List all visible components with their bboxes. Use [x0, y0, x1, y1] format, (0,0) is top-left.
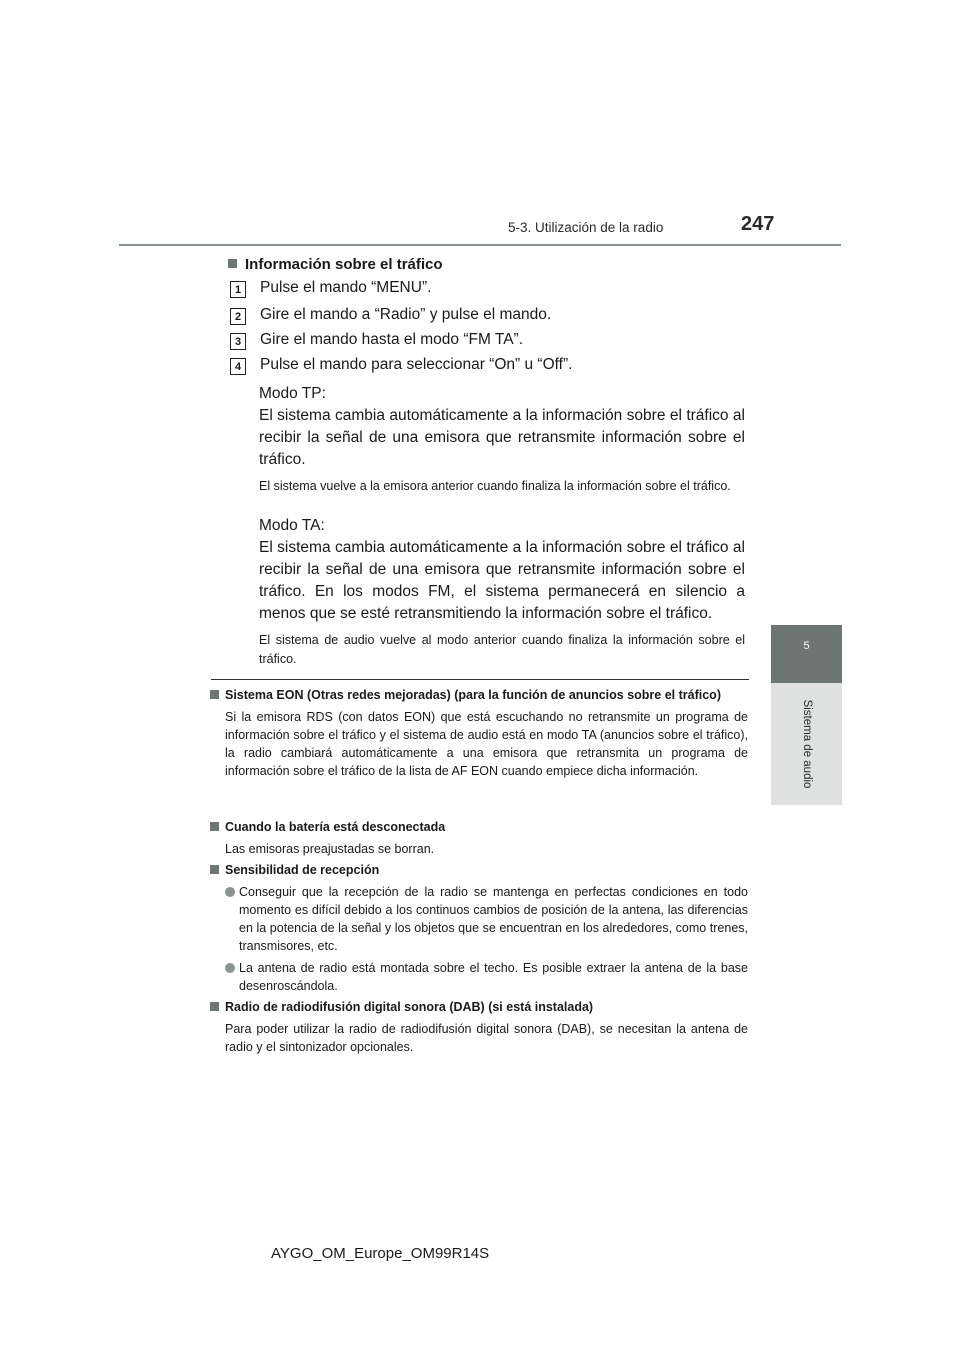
note-title-text: Sensibilidad de recepción: [225, 863, 380, 877]
square-bullet-icon: [210, 690, 219, 699]
mode-title: Modo TA:: [259, 517, 325, 534]
step-number-badge: 2: [230, 308, 246, 325]
circle-bullet-icon: [225, 963, 235, 973]
note-body: Para poder utilizar la radio de radiodifusión digital sonora (DAB), se necesitan la antena de radio y el sintonizador opcionales.: [225, 1022, 748, 1054]
note-reception: [210, 861, 748, 995]
chapter-tab: [771, 625, 842, 683]
note-dab: [210, 998, 748, 1056]
note-bullet: [225, 883, 748, 955]
circle-bullet-icon: [225, 887, 235, 897]
section-title: 5-3. Utilización de la radio: [508, 220, 664, 235]
square-bullet-icon: [210, 1002, 219, 1011]
note-title-text: Radio de radiodifusión digital sonora (DAB) (si está instalada): [225, 1000, 594, 1014]
note-battery: [210, 818, 748, 858]
note-bullet: [225, 959, 748, 995]
section-heading: [228, 256, 443, 273]
note-title: [210, 686, 748, 704]
chapter-label-wrap: [771, 683, 842, 805]
mode-description: El sistema cambia automáticamente a la información sobre el tráfico al recibir la señal de una emisora que retransmite información sobre el tráfico.: [259, 407, 745, 468]
mode-note: El sistema de audio vuelve al modo anterior cuando finaliza la información sobre el tráfico.: [259, 633, 745, 666]
note-title-text: Sistema EON (Otras redes mejoradas) (para la función de anuncios sobre el tráfico): [225, 688, 721, 702]
note-eon: [210, 686, 748, 780]
note-title: [210, 861, 748, 879]
square-bullet-icon: [210, 822, 219, 831]
step-number-badge: 1: [230, 281, 246, 298]
square-bullet-icon: [210, 865, 219, 874]
page-number: 247: [741, 213, 775, 235]
step-text: Pulse el mando “MENU”.: [260, 279, 432, 296]
mode-note: El sistema vuelve a la emisora anterior cuando finaliza la información sobre el tráfico.: [259, 479, 731, 493]
mode-title: Modo TP:: [259, 385, 326, 402]
step-number-badge: 4: [230, 358, 246, 375]
step-text: Gire el mando hasta el modo “FM TA”.: [260, 331, 524, 348]
mode-description: El sistema cambia automáticamente a la información sobre el tráfico al recibir la señal de una emisora que retransmite información sobre el tráfico. En los modos FM, el sistema permanecerá en silencio a menos que se esté retransmitiendo la información sobre el tráfico.: [259, 539, 745, 622]
note-title-text: Cuando la batería está desconectada: [225, 820, 446, 834]
mode-ta-block: [259, 515, 745, 669]
document-code: AYGO_OM_Europe_OM99R14S: [271, 1245, 490, 1262]
step-text: Gire el mando a “Radio” y pulse el mando.: [260, 306, 552, 323]
note-body: Las emisoras preajustadas se borran.: [225, 842, 435, 856]
notes-divider: [211, 679, 749, 680]
note-body: Si la emisora RDS (con datos EON) que está escuchando no retransmite un programa de información sobre el tráfico y el sistema de audio está en modo TA (anuncios sobre el tráfico), la radio cambiará automáticamente a una emisora que retransmita un programa de información sobre el tráfico de la lista de AF EON cuando empiece dicha información.: [225, 710, 748, 778]
note-title: [210, 998, 748, 1016]
note-bullet-text: Conseguir que la recepción de la radio se mantenga en perfectas condiciones en todo momento es difícil debido a los continuos cambios de posición de la antena, las diferencias en la potencia de la señal y los objetos que se encuentran en los alrededores, como trenes, transmisores, etc.: [239, 885, 748, 953]
note-bullet-text: La antena de radio está montada sobre el techo. Es posible extraer la antena de la base desenroscándola.: [239, 961, 748, 993]
section-heading-text: Información sobre el tráfico: [245, 256, 443, 273]
square-bullet-icon: [228, 259, 237, 268]
header-divider: [119, 244, 841, 246]
mode-tp-block: [259, 383, 745, 496]
chapter-number: 5: [803, 640, 810, 652]
step-text: Pulse el mando para seleccionar “On” u “Off”.: [260, 356, 573, 373]
note-title: [210, 818, 748, 836]
chapter-label: Sistema de audio: [801, 699, 813, 789]
step-number-badge: 3: [230, 333, 246, 350]
